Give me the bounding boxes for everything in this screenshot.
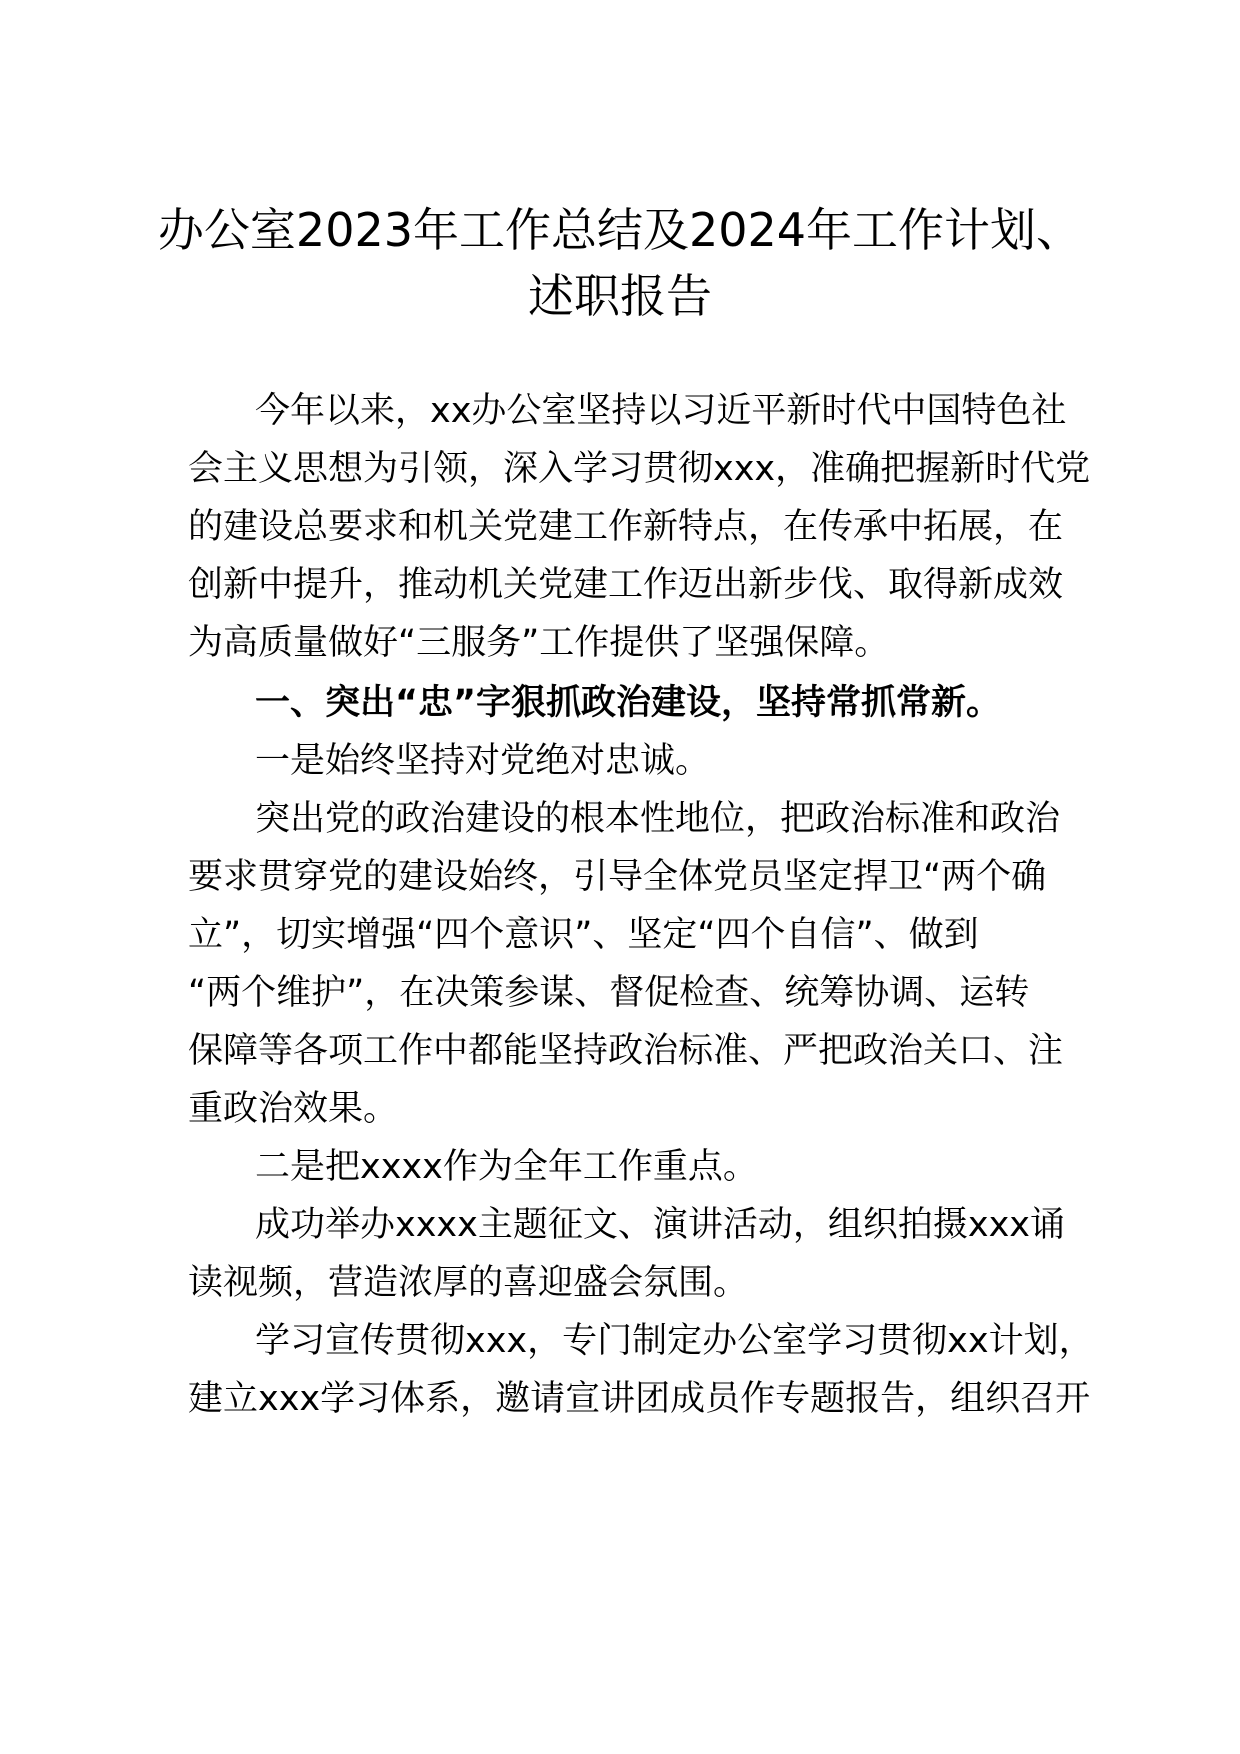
paragraph-line: “两个维护”，在决策参谋、督促检查、统筹协调、运转 <box>188 973 1030 1013</box>
paragraph-line: 会主义思想为引领，深入学习贯彻xxx，准确把握新时代党 <box>188 449 1091 489</box>
paragraph-line: 突出党的政治建设的根本性地位，把政治标准和政治 <box>255 799 1061 839</box>
paragraph-line: 成功举办xxxx主题征文、演讲活动，组织拍摄xxx诵 <box>255 1205 1065 1245</box>
paragraph-line: 立”，切实增强“四个意识”、坚定“四个自信”、做到 <box>188 915 979 955</box>
document-title-line-1: 办公室2023年工作总结及2024年工作计划、 <box>157 203 1083 257</box>
paragraph-line: 保障等各项工作中都能坚持政治标准、严把政治关口、注 <box>188 1031 1064 1071</box>
subheading: 一是始终坚持对党绝对忠诚。 <box>255 741 711 781</box>
paragraph-line: 学习宣传贯彻xxx，专门制定办公室学习贯彻xx计划， <box>255 1321 1094 1361</box>
paragraph-line: 创新中提升，推动机关党建工作迈出新步伐、取得新成效 <box>188 565 1064 605</box>
paragraph-line: 建立xxx学习体系，邀请宣讲团成员作专题报告，组织召开 <box>188 1379 1091 1419</box>
paragraph-line: 为高质量做好“三服务”工作提供了坚强保障。 <box>188 623 890 663</box>
document-title-line-2: 述职报告 <box>528 269 712 323</box>
paragraph-line: 的建设总要求和机关党建工作新特点，在传承中拓展，在 <box>188 507 1064 547</box>
paragraph-line: 今年以来，xx办公室坚持以习近平新时代中国特色社 <box>255 391 1067 431</box>
paragraph-line: 读视频，营造浓厚的喜迎盛会氛围。 <box>188 1263 749 1303</box>
subheading: 二是把xxxx作为全年工作重点。 <box>255 1147 758 1187</box>
section-heading: 一、突出“忠”字狠抓政治建设，坚持常抓常新。 <box>255 683 1002 723</box>
paragraph-line: 重政治效果。 <box>188 1089 399 1129</box>
paragraph-line: 要求贯穿党的建设始终，引导全体党员坚定捍卫“两个确 <box>188 857 1047 897</box>
